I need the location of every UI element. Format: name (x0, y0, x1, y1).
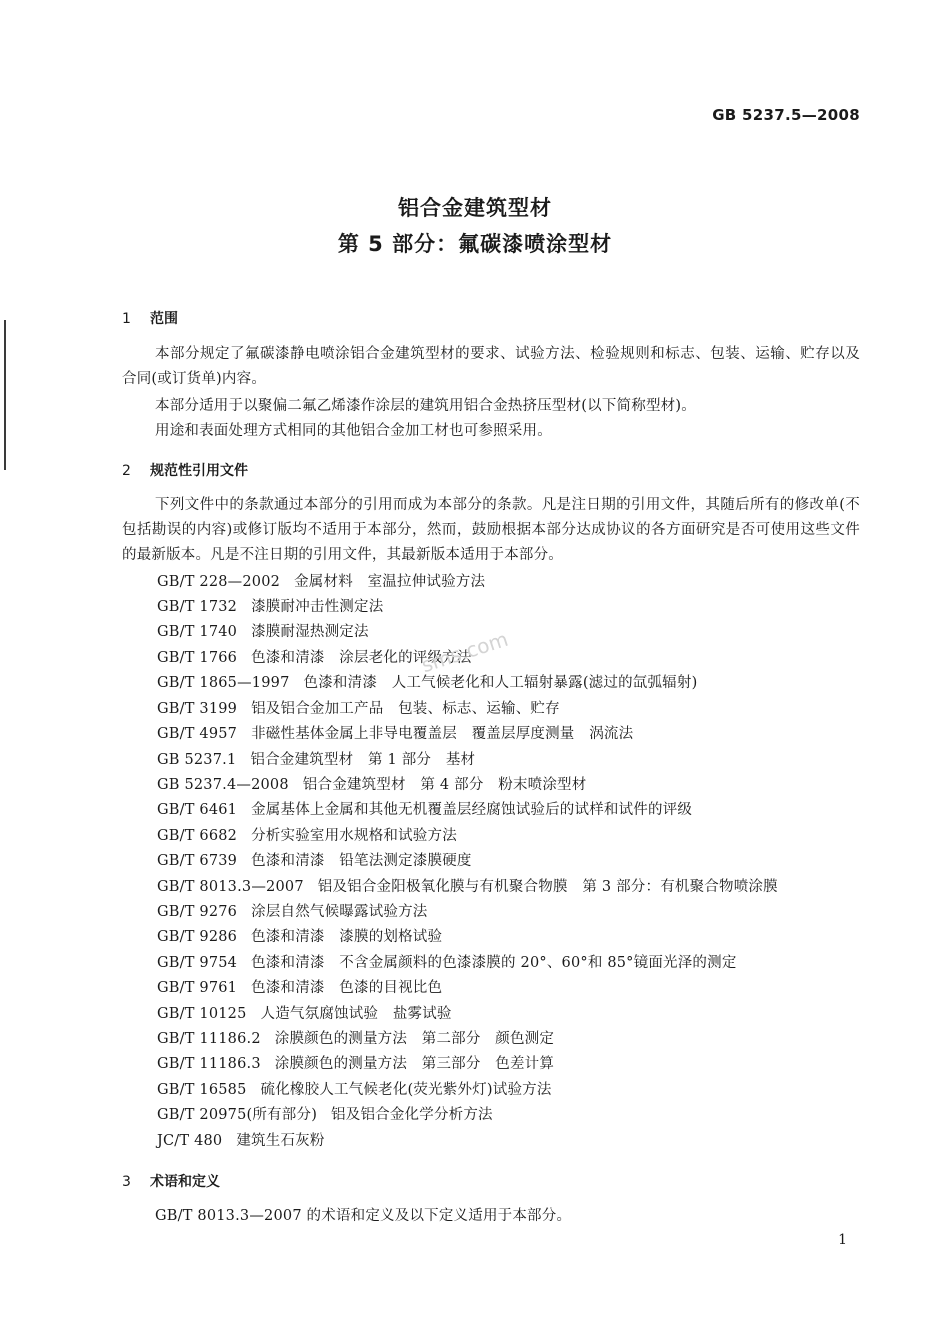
reference-code: GB/T 9276 (157, 904, 238, 920)
reference-title: 建筑生石灰粉 (236, 1133, 325, 1149)
reference-item (157, 1029, 554, 1049)
paragraph: 用途和表面处理方式相同的其他铝合金加工材也可参照采用。 (155, 423, 552, 439)
reference-item (157, 978, 442, 998)
reference-title: 分析实验室用水规格和试验方法 (251, 828, 457, 844)
page-number: 1 (838, 1232, 847, 1248)
reference-title: 铝及铝合金化学分析方法 (331, 1107, 493, 1123)
paragraph: GB/T 8013.3—2007 的术语和定义及以下定义适用于本部分。 (155, 1208, 572, 1224)
reference-code: GB/T 4957 (157, 726, 238, 742)
reference-code: GB/T 1766 (157, 650, 238, 666)
reference-code: GB 5237.4—2008 (157, 777, 289, 793)
reference-code: GB/T 1865—1997 (157, 675, 290, 691)
reference-title: 色漆和清漆 色漆的目视比色 (251, 980, 443, 996)
section-heading-terms-definitions (122, 1171, 220, 1191)
reference-item (157, 775, 586, 795)
paragraph: 本部分规定了氟碳漆静电喷涂铝合金建筑型材的要求、试验方法、检验规则和标志、包装、运输、贮存以及合同(或订货单)内容。 (122, 346, 860, 387)
section-title: 规范性引用文件 (150, 463, 248, 479)
reference-code: GB/T 20975(所有部分) (157, 1107, 318, 1123)
reference-code: GB/T 9286 (157, 929, 238, 945)
reference-item (157, 953, 737, 973)
reference-title: 金属材料 室温拉伸试验方法 (294, 574, 486, 590)
reference-title: 涂膜颜色的测量方法 第二部分 颜色测定 (274, 1031, 555, 1047)
reference-code: GB 5237.1 (157, 752, 237, 768)
reference-code: GB/T 9761 (157, 980, 238, 996)
reference-item (157, 699, 560, 719)
reference-item (157, 648, 472, 668)
reference-title: 色漆和清漆 漆膜的划格试验 (251, 929, 443, 945)
document-subtitle: 第 5 部分：氟碳漆喷涂型材 (337, 232, 613, 256)
section-number: 1 (122, 311, 131, 327)
section-title: 范围 (150, 311, 178, 327)
reference-code: GB/T 3199 (157, 701, 238, 717)
reference-title: 漆膜耐湿热测定法 (251, 624, 369, 640)
section-number: 3 (122, 1174, 131, 1190)
reference-title: 色漆和清漆 不含金属颜料的色漆漆膜的 20°、60°和 85°镜面光泽的测定 (251, 955, 737, 971)
reference-item (157, 1054, 554, 1074)
section-heading-normative-references (122, 460, 248, 480)
reference-code: GB/T 11186.2 (157, 1031, 261, 1047)
reference-item (157, 877, 778, 897)
reference-item (157, 826, 457, 846)
reference-title: 色漆和清漆 涂层老化的评级方法 (251, 650, 472, 666)
reference-code: GB/T 1732 (157, 599, 238, 615)
reference-item (157, 1080, 552, 1100)
reference-item (157, 902, 428, 922)
reference-title: 非磁性基体金属上非导电覆盖层 覆盖层厚度测量 涡流法 (251, 726, 634, 742)
reference-code: JC/T 480 (157, 1133, 223, 1149)
section-number: 2 (122, 463, 131, 479)
reference-item (157, 800, 692, 820)
reference-title: 色漆和清漆 人工气候老化和人工辐射暴露(滤过的氙弧辐射) (303, 675, 698, 691)
paragraph: 下列文件中的条款通过本部分的引用而成为本部分的条款。凡是注日期的引用文件，其随后所有的修改单(不包括勘误的内容)或修订版均不适用于本部分，然而，鼓励根据本部分达成协议的各方面研究是否可使用这些文件的最新版本。凡是不注日期的引用文件，其最新版本适用于本部分。 (122, 497, 860, 563)
reference-code: GB/T 8013.3—2007 (157, 879, 304, 895)
reference-item (157, 1004, 452, 1024)
reference-item (157, 724, 633, 744)
reference-code: GB/T 6461 (157, 802, 238, 818)
reference-item (157, 673, 697, 693)
section-title: 术语和定义 (150, 1174, 220, 1190)
reference-title: 铝及铝合金阳极氧化膜与有机聚合物膜 第 3 部分：有机聚合物喷涂膜 (317, 879, 778, 895)
reference-code: GB/T 10125 (157, 1006, 247, 1022)
reference-title: 铝合金建筑型材 第 4 部分 粉末喷涂型材 (302, 777, 587, 793)
reference-title: 人造气氛腐蚀试验 盐雾试验 (260, 1006, 452, 1022)
watermark: sms.com (418, 626, 511, 678)
reference-item (157, 597, 383, 617)
reference-item (157, 750, 475, 770)
reference-code: GB/T 6739 (157, 853, 238, 869)
reference-code: GB/T 9754 (157, 955, 238, 971)
reference-title: 铝合金建筑型材 第 1 部分 基材 (250, 752, 476, 768)
reference-item (157, 572, 485, 592)
reference-title: 涂膜颜色的测量方法 第三部分 色差计算 (274, 1056, 555, 1072)
reference-title: 金属基体上金属和其他无机覆盖层经腐蚀试验后的试样和试件的评级 (251, 802, 693, 818)
binding-mark (4, 320, 6, 470)
paragraph: 本部分适用于以聚偏二氟乙烯漆作涂层的建筑用铝合金热挤压型材(以下简称型材)。 (155, 398, 696, 414)
reference-code: GB/T 1740 (157, 624, 238, 640)
standard-code: GB 5237.5—2008 (712, 106, 860, 124)
reference-item (157, 622, 369, 642)
reference-title: 涂层自然气候曝露试验方法 (251, 904, 428, 920)
reference-item (157, 851, 472, 871)
reference-title: 铝及铝合金加工产品 包装、标志、运输、贮存 (251, 701, 560, 717)
reference-code: GB/T 228—2002 (157, 574, 281, 590)
reference-title: 色漆和清漆 铅笔法测定漆膜硬度 (251, 853, 472, 869)
reference-code: GB/T 16585 (157, 1082, 247, 1098)
reference-code: GB/T 11186.3 (157, 1056, 261, 1072)
reference-title: 硫化橡胶人工气候老化(荧光紫外灯)试验方法 (260, 1082, 552, 1098)
reference-title: 漆膜耐冲击性测定法 (251, 599, 384, 615)
reference-code: GB/T 6682 (157, 828, 238, 844)
reference-item (157, 927, 442, 947)
document-title: 铝合金建筑型材 (398, 196, 552, 220)
section-heading-scope (122, 308, 178, 328)
reference-item (157, 1131, 325, 1151)
reference-item (157, 1105, 493, 1125)
